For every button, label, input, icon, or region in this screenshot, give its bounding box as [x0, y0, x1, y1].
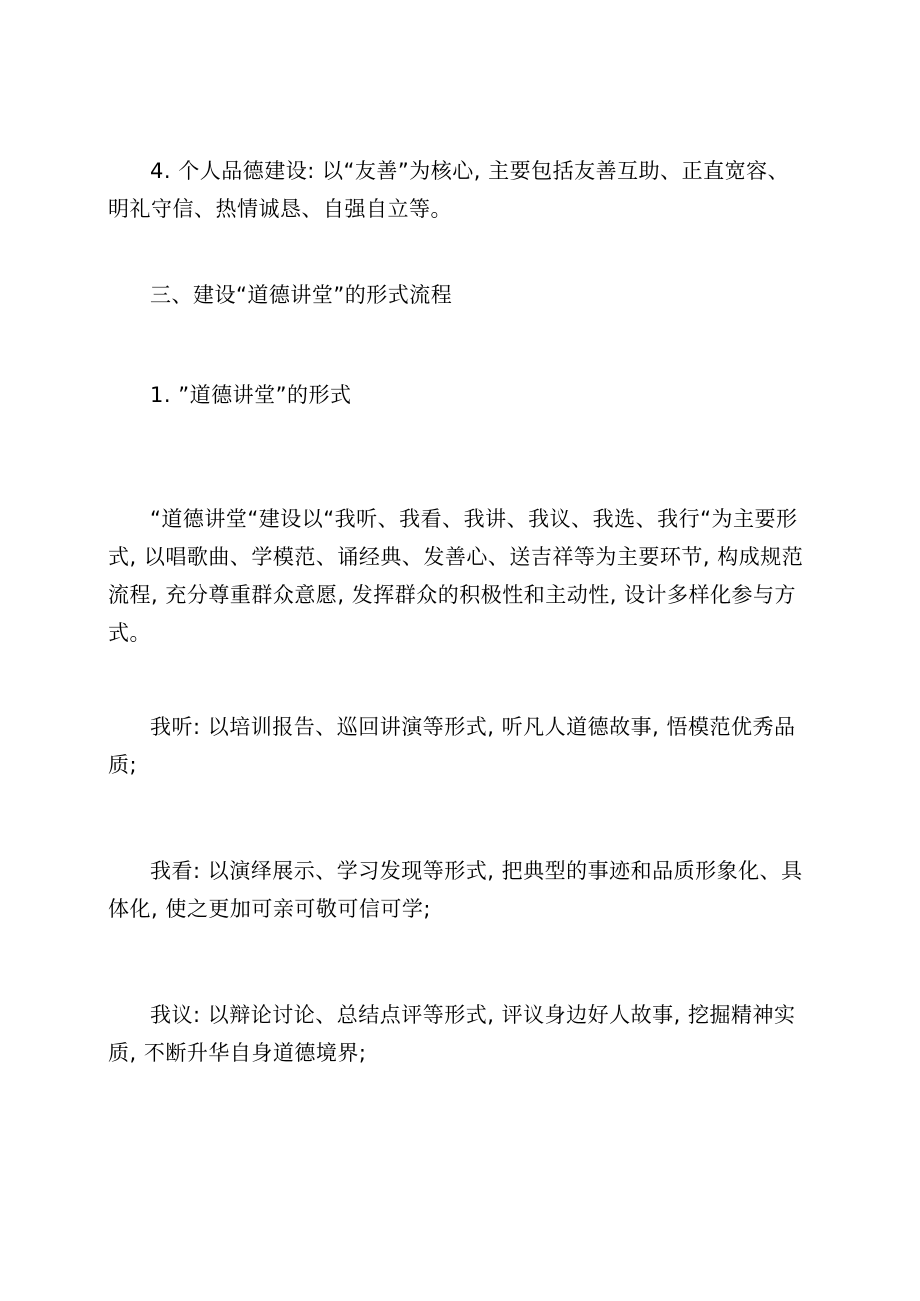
paragraph-listen: 我听: 以培训报告、巡回讲演等形式, 听凡人道德故事, 悟模范优秀品质; [108, 715, 796, 777]
paragraph-discuss: 我议: 以辩论讨论、总结点评等形式, 评议身边好人故事, 挖掘精神实质, 不断升华自身道德境界; [108, 1003, 796, 1065]
paragraph-watch: 我看: 以演绎展示、学习发现等形式, 把典型的事迹和品质形象化、具体化, 使之更加可亲可敬可信可学; [108, 859, 803, 921]
subsection-heading: 1. ”道德讲堂”的形式 [150, 383, 352, 407]
section-heading: 三、建设“道德讲堂”的形式流程 [150, 283, 453, 307]
paragraph-forms: “道德讲堂“建设以“我听、我看、我讲、我议、我选、我行“为主要形式, 以唱歌曲、学模范、诵经典、发善心、送吉祥等为主要环节, 构成规范流程, 充分尊重群众意愿, 发挥群众的积极性和主动性, 设计多样化参与方式。 [108, 507, 804, 645]
paragraph-personal-morality: 4. 个人品德建设: 以“友善”为核心, 主要包括友善互助、正直宽容、明礼守信、热情诚恳、自强自立等。 [108, 159, 790, 221]
